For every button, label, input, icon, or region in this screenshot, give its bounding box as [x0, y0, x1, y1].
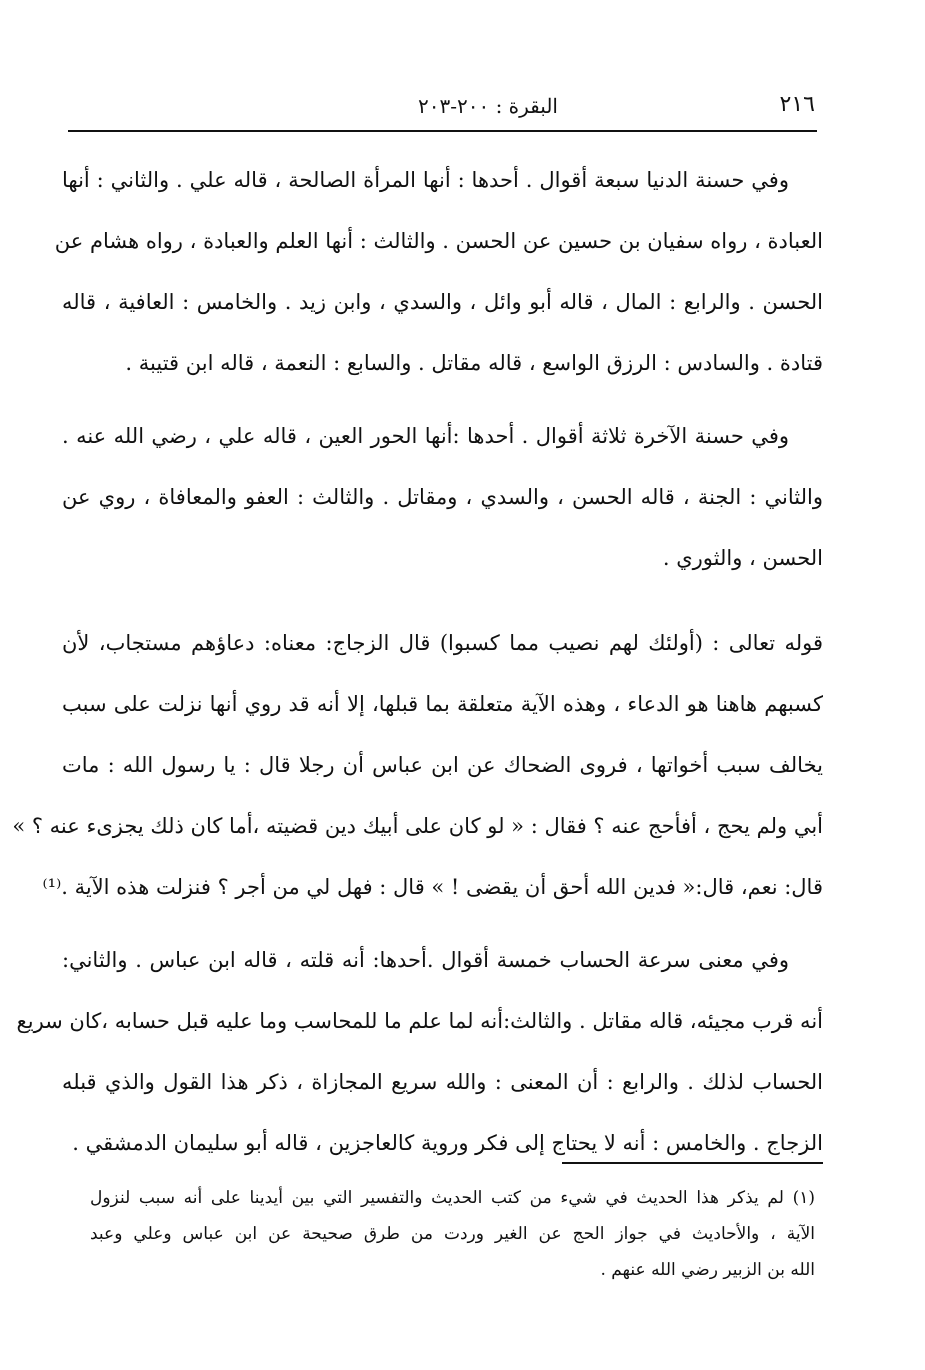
paragraph-gap [62, 589, 823, 613]
text-line: الزجاج . والخامس : أنه لا يحتاج إلى فكر وروية كالعاجزين ، قاله أبو سليمان الدمشقي . [72, 1131, 823, 1155]
text-line: قوله تعالى : (أولئك لهم نصيب مما كسبوا) قال الزجاج: معناه: دعاؤهم مستجاب، لأن [62, 631, 823, 655]
paragraph-gap [62, 918, 823, 930]
text-line: كسبهم هاهنا هو الدعاء ، وهذه الآية متعلقة بما قبلها، إلا أنه قد روي أنها نزلت على سبب [62, 692, 823, 716]
text-line: وفي حسنة الدنيا سبعة أقوال . أحدها : أنها المرأة الصالحة ، قاله علي . والثاني : أنها [62, 168, 789, 192]
text-line: الحساب لذلك . والرابع : أن المعنى : والله سريع المجازاة ، ذكر هذا القول والذي قبله [62, 1070, 823, 1094]
page-header [68, 88, 815, 128]
text-line: الحسن . والرابع : المال ، قاله أبو وائل ، والسدي ، وابن زيد . والخامس : العافية ، قاله [62, 290, 823, 314]
text-line: قال: نعم، قال:« فدين الله أحق أن يقضى ! » قال : فهل لي من أجر ؟ فنزلت هذه الآية .⁽¹⁾ [42, 875, 823, 899]
text-line: قتادة . والسادس : الرزق الواسع ، قاله مقاتل . والسابع : النعمة ، قاله ابن قتيبة . [125, 351, 823, 375]
text-line: أنه قرب مجيئه، قاله مقاتل . والثالث:أنه لما علم ما للمحاسب وما عليه قبل حسابه ،كان سريع [16, 1009, 823, 1033]
footnote-line: (١) لم يذكر هذا الحديث في شيء من كتب الحديث والتفسير التي بين أيدينا على أنه سبب لنزول [90, 1188, 815, 1208]
paragraph-ulaika [12, 613, 823, 918]
text-line: وفي معنى سرعة الحساب خمسة أقوال .أحدها: أنه قلته ، قاله ابن عباس . والثاني: [62, 948, 789, 972]
paragraph-gap [62, 394, 823, 406]
footnote-rule [562, 1162, 823, 1164]
footnote-line: الآية ، والأحاديث في جواز الحج عن الغير وردت من طرق صحيحة عن ابن عباس وعلي وعبد [90, 1224, 815, 1244]
footnote [90, 1180, 815, 1288]
text-line: وفي حسنة الآخرة ثلاثة أقوال . أحدها :أنها الحور العين ، قاله علي ، رضي الله عنه . [62, 424, 789, 448]
running-title: البقرة : ٢٠٠-٢٠٣ [417, 94, 558, 118]
text-line: أبي ولم يحج ، أفأحج عنه ؟ فقال : « لو كان على أبيك دين قضيته ،أما كان ذلك يجزىء عنه ؟ » [12, 814, 823, 838]
text-line: يخالف سبب أخواتها ، فروى الضحاك عن ابن عباس أن رجلا قال : يا رسول الله : مات [62, 753, 823, 777]
paragraph-sura-hisab [16, 930, 823, 1174]
text-line: والثاني : الجنة ، قاله الحسن ، والسدي ، ومقاتل . والثالث : العفو والمعافاة ، روي عن [62, 485, 823, 509]
text-line: الحسن ، والثوري . [662, 546, 823, 570]
main-text [12, 150, 823, 1174]
paragraph-akhira-hasana [62, 406, 823, 589]
page-number: ٢١٦ [779, 92, 815, 117]
paragraph-dunya-hasana [54, 150, 823, 394]
footnote-line: الله بن الزبير رضي الله عنهم . [600, 1260, 815, 1280]
header-rule [68, 130, 817, 132]
text-line: العبادة ، رواه سفيان بن حسين عن الحسن . والثالث : أنها العلم والعبادة ، رواه هشام عن [54, 229, 823, 253]
